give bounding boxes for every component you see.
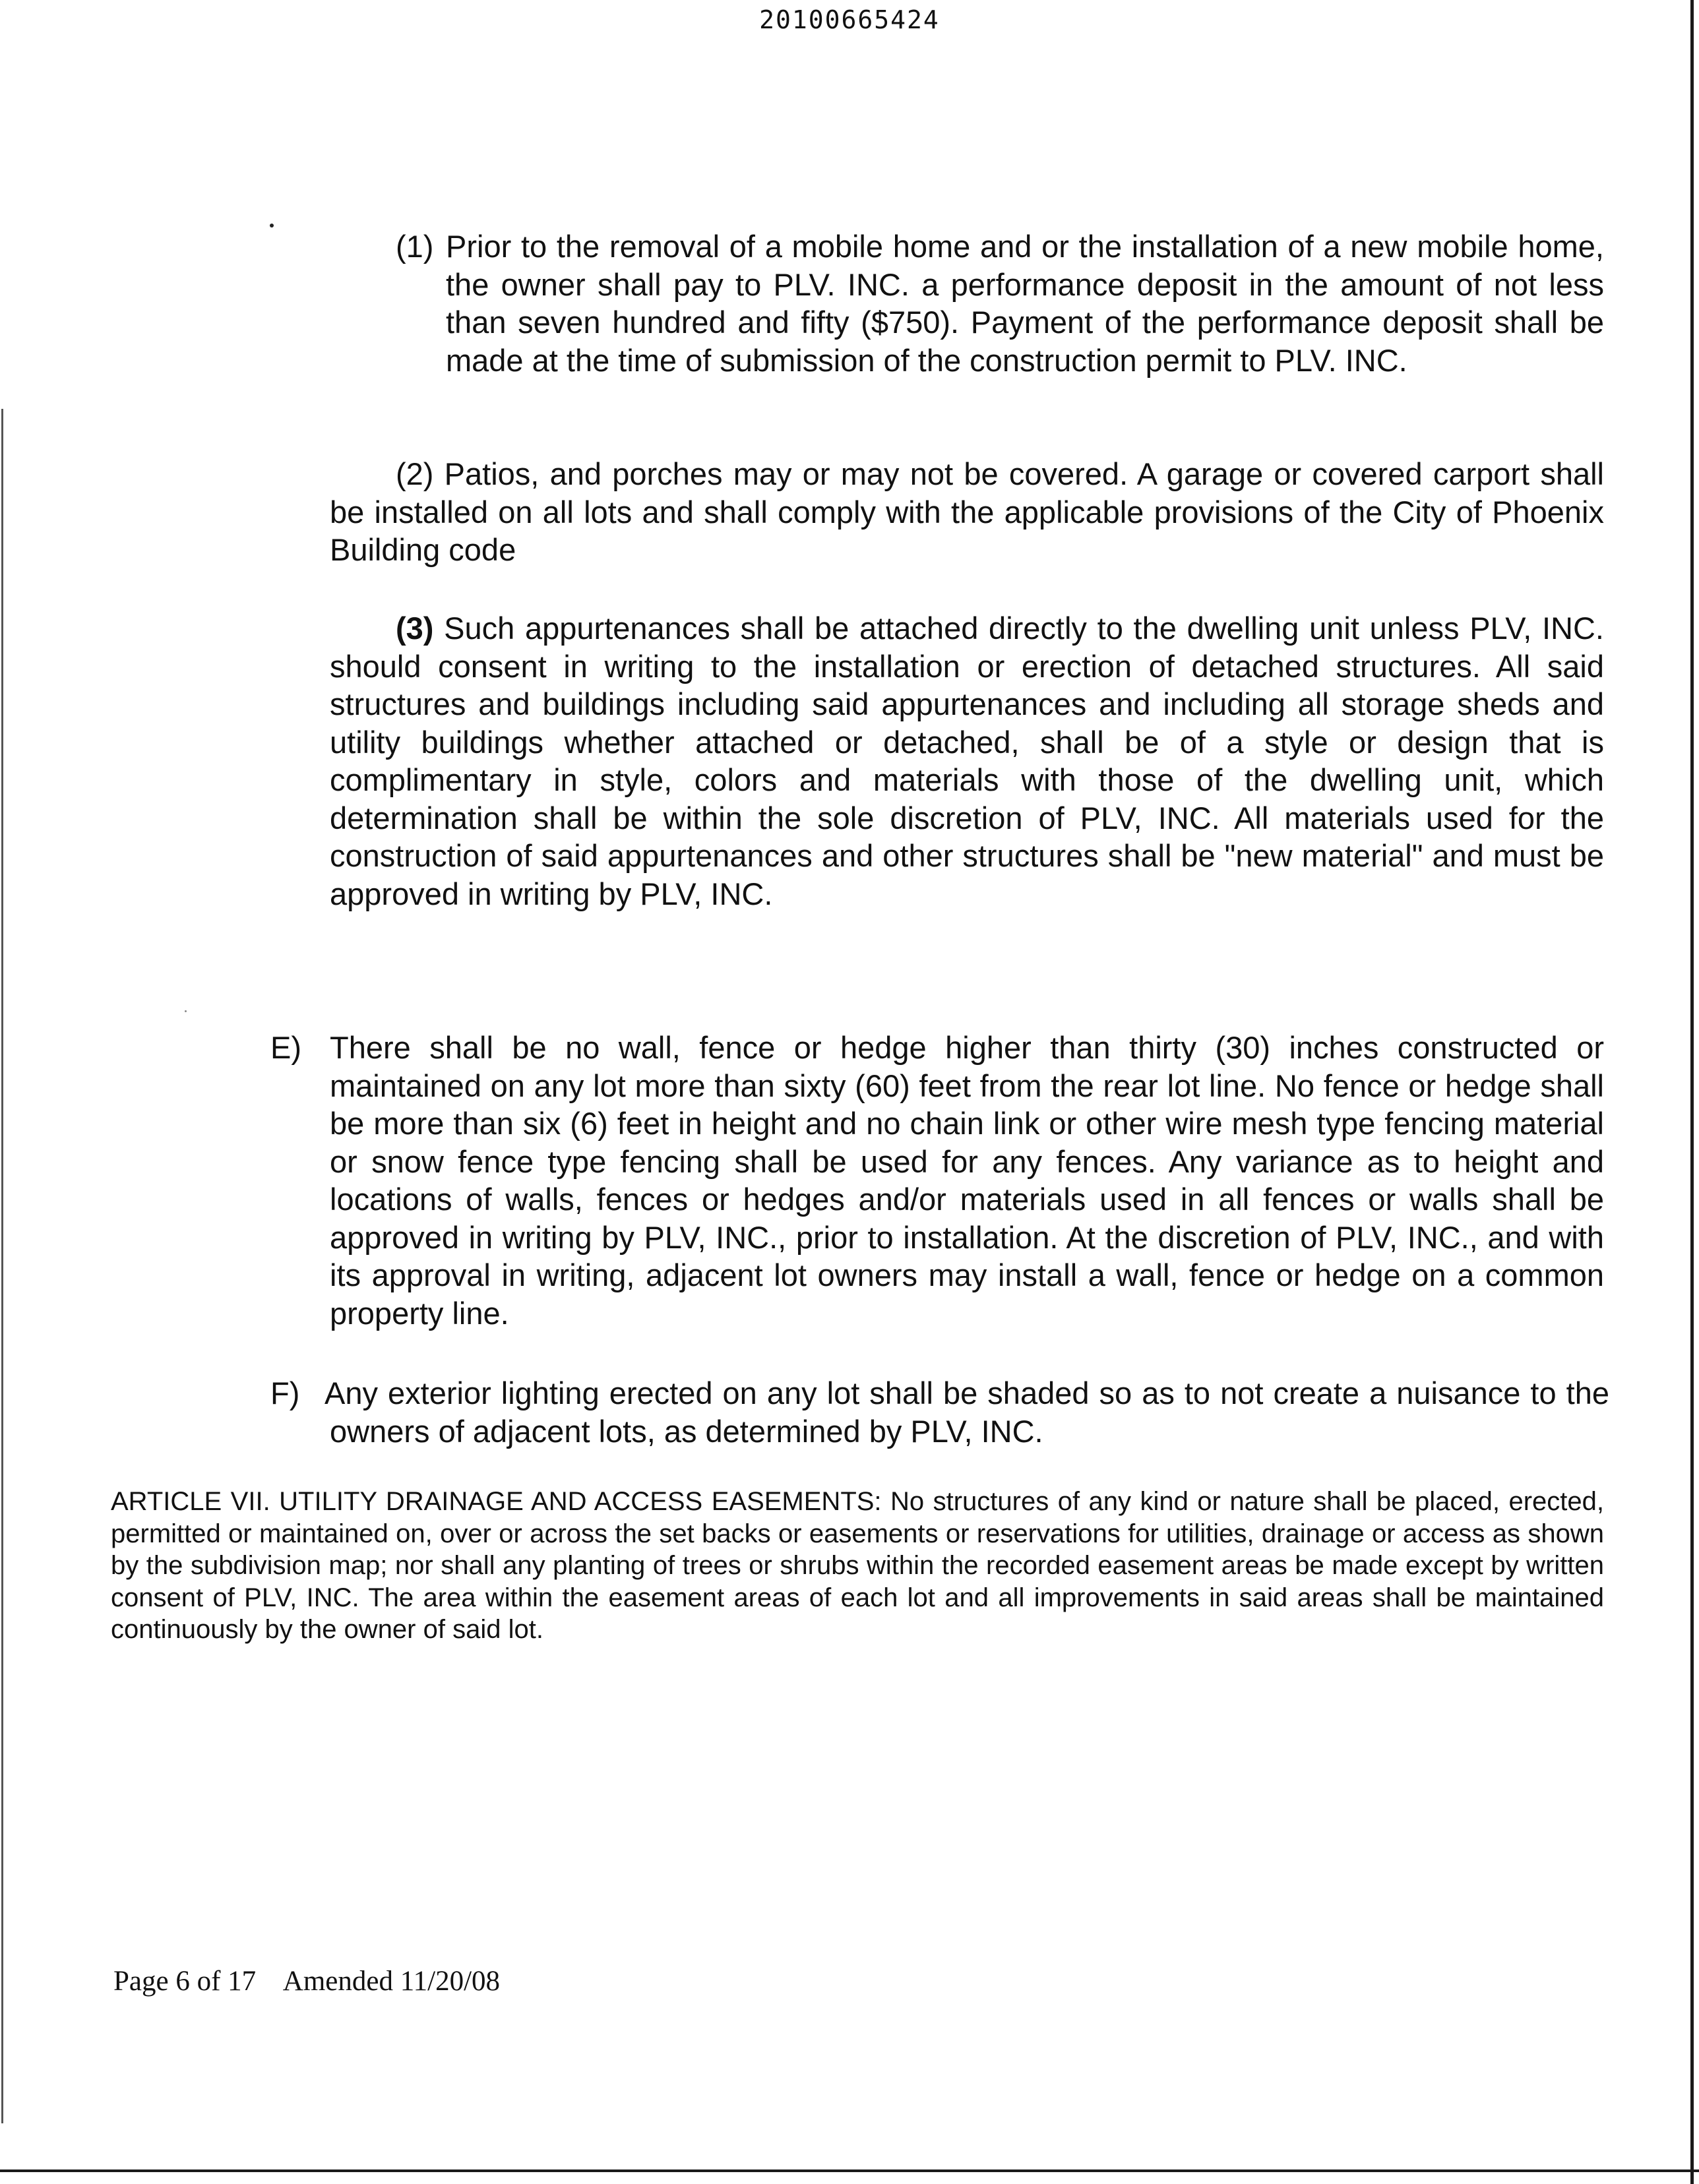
amended-date: Amended 11/20/08: [282, 1966, 501, 1997]
recording-number: 20100665424: [759, 5, 940, 34]
paragraph-item-2: (2) Patios, and porches may or may not be covered. A garage or covered carport shall be installed on all lots and shall comply with the applicable provisions of the City of Phoenix Building code: [330, 456, 1604, 567]
scan-edge-right: [1690, 0, 1694, 2184]
item-text: There shall be no wall, fence or hedge higher than thirty (30) inches constructed or maintained on any lot more than sixty (60) feet from the rear lot line. No fence or hedge shall be more than six (6) feet in height and no chain link or other wire mesh type fencing material or snow fence type fencing shall be used for any fences. Any variance as to height and locations of walls, fences or hedges and/or materials used in all fences or walls shall be approved in writing by PLV, INC., prior to installation. At the discretion of PLV, INC., and with its approval in writing, adjacent lot owners may install a wall, fence or hedge on a common property line.: [330, 1030, 1604, 1331]
scan-speck: [185, 1010, 187, 1012]
scan-speck: [270, 224, 274, 228]
page-number: Page 6 of 17: [113, 1966, 257, 1997]
item-text: Such appurtenances shall be attached directly to the dwelling unit unless PLV, INC. should consent in writing to the installation or erection of detached structures. All said structures and buildings including said appurtenances and including all storage sheds and utility buildings whether attached or detached, shall be of a style or design that is complimentary in style, colors and materials with those of the dwelling unit, which determination shall be within the sole discretion of PLV, INC. All materials used for the construction of said appurtenances and other structures shall be "new material" and must be approved in writing by PLV, INC.: [330, 611, 1604, 911]
paragraph-item-3: [330, 609, 1604, 913]
item-letter: F): [270, 1376, 300, 1410]
article-vii-paragraph: ARTICLE VII. UTILITY DRAINAGE AND ACCESS EASEMENTS: No structures of any kind or nature shall be placed, erected, permitted or maintained on, over or across the set backs or easements or reservations for utilities, drainage or access as shown by the subdivision map; nor shall any planting of trees or shrubs within the recorded easement areas be made except by written consent of PLV, INC. The area within the easement areas of each lot and all improvements in said areas shall be maintained continuously by the owner of said lot.: [111, 1487, 1604, 1644]
scan-edge-left: [1, 409, 3, 2123]
item-letter: E): [270, 1030, 301, 1065]
page-footer: [113, 1965, 500, 1997]
item-number: (1): [396, 229, 434, 264]
item-number: (3): [396, 611, 434, 646]
scan-edge-bottom: [0, 2169, 1699, 2172]
item-text: Prior to the removal of a mobile home and or the installation of a new mobile home, the owner shall pay to PLV. INC. a performance deposit in the amount of not less than seven hundred and fifty ($750). Payment of the performance deposit shall be made at the time of submission of the construction permit to PLV. INC.: [446, 229, 1604, 378]
item-text: Any exterior lighting erected on any lot shall be shaded so as to not create a nuisance to the owners of adjacent lots, as determined by PLV, INC.: [324, 1376, 1609, 1449]
